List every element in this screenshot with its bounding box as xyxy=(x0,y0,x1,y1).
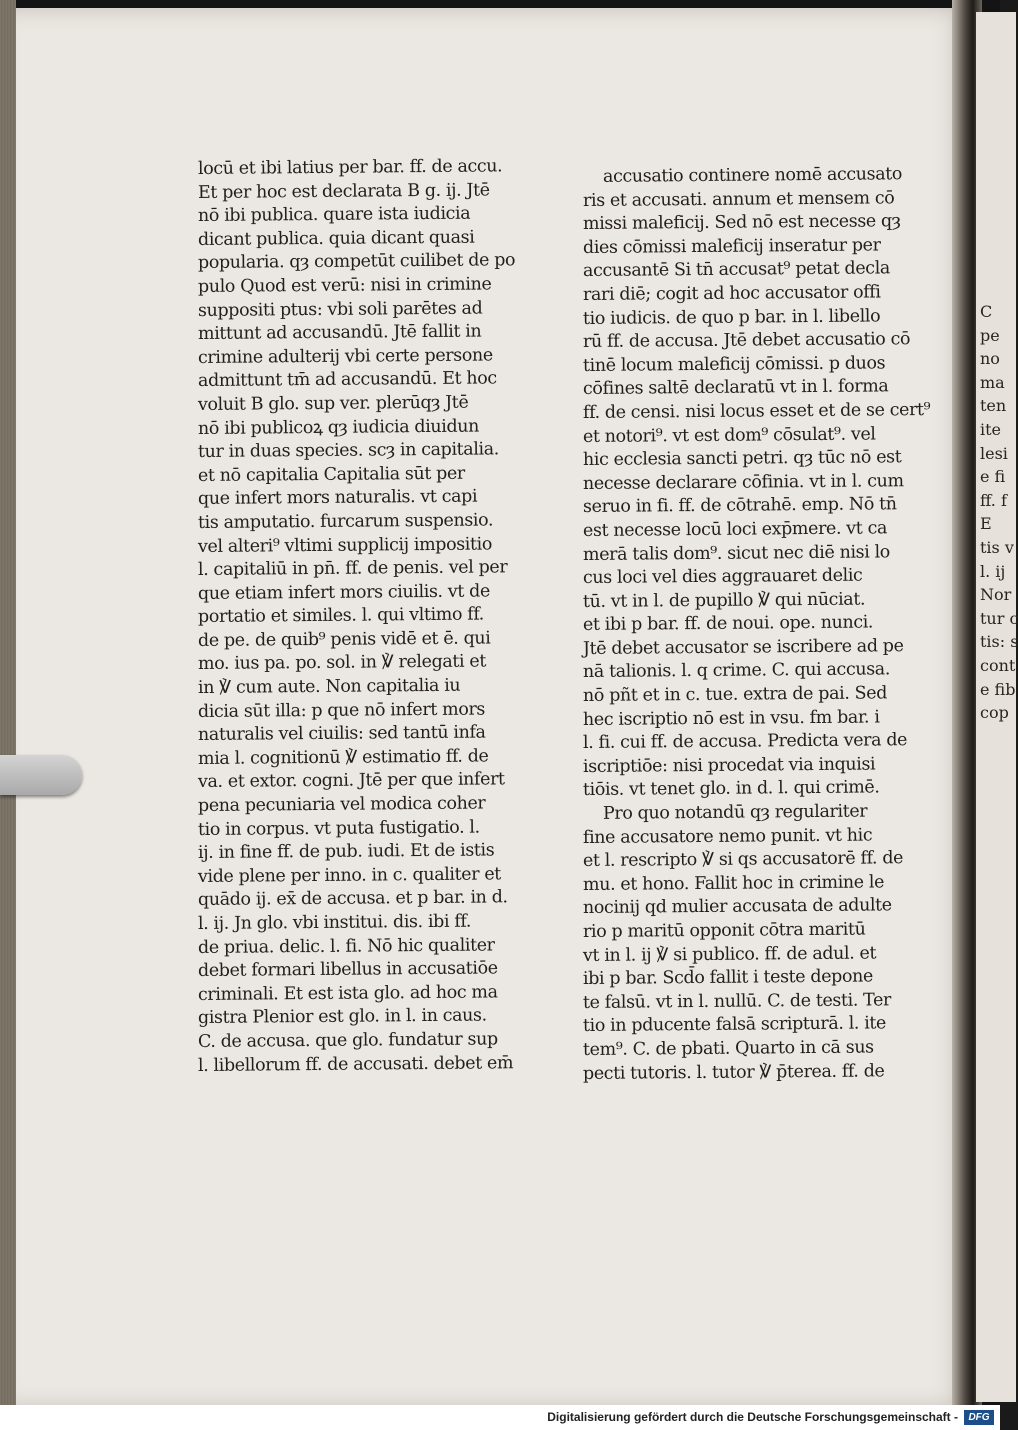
text-line: nō pñt et in c. tue. extra de pai. Sed xyxy=(582,683,888,707)
text-line: cōfines saltē declaratū vt in l. forma xyxy=(582,376,889,400)
text-line: tiōis. vt tenet glo. in d. l. qui crimē. xyxy=(582,777,880,801)
text-line: tinē locum maleficij cōmissi. p duos xyxy=(582,353,886,376)
text-line: que etiam infert mors ciuilis. vt de xyxy=(197,581,490,604)
right-page-text-fragments xyxy=(980,300,1018,725)
text-line: in ℣ cum aute. Non capitalia iu xyxy=(197,675,461,699)
fragment-line: lesi xyxy=(980,443,1008,463)
text-line: ij. in fine ff. de pub. iudi. Et de istis xyxy=(197,840,495,864)
text-line: portatio et similes. l. qui vltimo ff. xyxy=(197,604,485,628)
text-line: l. libellorum ff. de accusati. debet em̄ xyxy=(197,1052,514,1076)
text-line: Jtē debet accusator se iscribere ad pe xyxy=(582,636,904,659)
fragment-line: ma xyxy=(980,372,1005,392)
text-line: l. fi. cui ff. de accusa. Predicta vera de xyxy=(582,730,908,754)
text-line: criminali. Et est ista glo. ad hoc ma xyxy=(197,982,498,1005)
text-line: tur in duas species. scȝ in capitalia. xyxy=(197,439,499,463)
text-line: te falsū. vt in l. nullū. C. de testi. Ter xyxy=(582,990,892,1013)
text-line: pulo Quod est verū: nisi in crimine xyxy=(197,274,492,297)
text-column-right xyxy=(582,164,931,1086)
text-line: et ibi p bar. ff. de noui. ope. nunci. xyxy=(582,612,874,636)
fragment-line: tur c xyxy=(980,608,1018,628)
text-line: mu. et hono. Fallit hoc in crimine le xyxy=(582,872,885,895)
text-line: rari diē; cogit ad hoc accusator offi xyxy=(582,282,881,305)
funding-credit: Digitalisierung gefördert durch die Deutsche Forschungsgemeinschaft - xyxy=(547,1410,958,1424)
text-line: nā talionis. l. q crime. C. qui accusa. xyxy=(582,659,891,683)
fragment-line: pe xyxy=(980,325,1000,345)
text-line: crimine adulterij vbi certe persone xyxy=(197,345,493,368)
text-line: de priua. delic. l. fi. Nō hic qualiter xyxy=(197,935,495,958)
text-line: tis amputatio. furcarum suspensio. xyxy=(197,510,494,533)
text-line: nō ibi publicoꝝ qȝ iudicia diuidun xyxy=(197,416,480,439)
text-line: tem⁹. C. de pbati. Quarto in cā sus xyxy=(582,1037,874,1060)
fragment-line: l. ij xyxy=(980,561,1006,581)
fragment-line: ten xyxy=(980,396,1007,416)
text-line: est necesse locū loci exp̄mere. vt ca xyxy=(582,518,888,541)
text-line: missi maleficij. Sed nō est necesse qȝ xyxy=(582,211,901,235)
text-line: ris et accusati. annum et mensem cō xyxy=(582,187,895,211)
text-line: hec iscriptio nō est in vsu. fm bar. i xyxy=(582,707,880,730)
text-line: vt in l. ij ℣ si publico. ff. de adul. et xyxy=(582,943,877,966)
text-line: vel alteri⁹ vltimi supplicij impositio xyxy=(197,533,493,557)
text-line: dicant publica. quia dicant quasi xyxy=(197,227,475,250)
fragment-line: Nor xyxy=(980,585,1012,605)
text-line: admittunt tm̄ ad accusandū. Et hoc xyxy=(197,368,497,392)
page-clip-marker xyxy=(0,755,82,795)
text-line: l. ij. Jn glo. vbi institui. dis. ibi ff. xyxy=(197,911,472,934)
text-line: accusantē Si tn̄ accusat⁹ petat decla xyxy=(582,258,890,282)
fragment-line: E xyxy=(980,514,992,534)
text-line: iscriptiōe: nisi procedat via inquisi xyxy=(582,754,876,777)
text-line: debet formari libellus in accusatiōe xyxy=(197,958,498,982)
text-line: que infert mors naturalis. vt capi xyxy=(197,486,478,510)
text-line: rū ff. de accusa. Jtē debet accusatio cō xyxy=(582,329,911,353)
text-line: pena pecuniaria vel modica coher xyxy=(197,793,486,817)
fragment-line: C xyxy=(980,302,993,321)
text-line: et l. rescripto ℣ si qs accusatorē ff. de xyxy=(582,848,904,872)
text-line: Pro quo notandū qȝ regulariter xyxy=(602,801,868,824)
footer-bar xyxy=(0,1405,1000,1430)
book-page-edges xyxy=(0,0,16,1405)
text-line: gistra Plenior est glo. in l. in caus. xyxy=(197,1005,487,1029)
text-line: de pe. de quib⁹ penis vidē et ē. qui xyxy=(197,628,491,651)
text-line: naturalis vel ciuilis: sed tantū infa xyxy=(197,722,486,746)
text-line: hic ecclesia sancti petri. qȝ tūc nō est xyxy=(582,447,902,471)
text-line: tio in pducente falsā scripturā. l. ite xyxy=(582,1013,887,1037)
text-line: cus loci vel dies aggrauaret delic xyxy=(582,565,863,589)
text-line: locū et ibi latius per bar. ff. de accu. xyxy=(197,156,503,179)
text-line: dicia sūt illa: p que nō infert mors xyxy=(197,699,486,722)
fragment-line: cont xyxy=(980,655,1016,675)
text-line: mittunt ad accusandū. Jtē fallit in xyxy=(197,321,482,345)
text-line: pecti tutoris. l. tutor ℣ p̄terea. ff. de xyxy=(582,1060,885,1084)
text-line: ibi p bar. Scd̄o fallit i teste depone xyxy=(582,966,873,990)
text-line: seruo in fi. ff. de cōtrahē. emp. Nō tn̄ xyxy=(582,494,897,518)
fragment-line: tis v xyxy=(980,537,1014,557)
text-line: mo. ius pa. po. sol. in ℣ relegati et xyxy=(197,651,487,675)
text-line: va. et extor. cogni. Jtē per que infert xyxy=(197,769,505,793)
text-line: et nō capitalia Capitalia sūt per xyxy=(197,463,465,486)
text-line: Et per hoc est declarata B g. ij. Jtē xyxy=(197,180,490,203)
text-line: mia l. cognitionū ℣ estimatio ff. de xyxy=(197,746,489,769)
fragment-line: e fi xyxy=(980,467,1006,487)
text-line: accusatio continere nomē accusato xyxy=(602,164,903,187)
text-line: tio iudicis. de quo p bar. in l. libello xyxy=(582,305,881,329)
fragment-line: tis: s xyxy=(980,632,1018,652)
fragment-line: ff. f xyxy=(980,490,1007,510)
text-line: tio in corpus. vt puta fustigatio. l. xyxy=(197,817,480,840)
fragment-line: cop xyxy=(980,703,1009,723)
text-line: voluit B glo. sup ver. plerūqȝ Jtē xyxy=(197,392,469,415)
fragment-line: no xyxy=(980,349,1000,369)
text-line: l. capitaliū in pn̄. ff. de penis. vel per xyxy=(197,557,508,581)
text-line: necesse declarare cōfinia. vt in l. cum xyxy=(582,470,904,494)
text-line: dies cōmissi maleficij inseratur per xyxy=(582,235,881,258)
text-line: suppositi ptus: vbi soli parētes ad xyxy=(197,298,483,321)
text-line: vide plene per inno. in c. qualiter et xyxy=(197,864,501,887)
text-line: et notori⁹. vt est dom⁹ cōsulat⁹. vel xyxy=(582,423,876,447)
dfg-logo: DFG xyxy=(964,1410,994,1425)
text-line: rio p maritū opponit cōtra maritū xyxy=(582,919,866,942)
text-line: nocinij qd mulier accusata de adulte xyxy=(582,895,892,919)
text-column-left xyxy=(198,158,538,1078)
fragment-line: ite xyxy=(980,419,1002,439)
text-line: ff. de censi. nisi locus esset et de se cert⁹ xyxy=(582,399,931,423)
fragment-line: e fib xyxy=(980,679,1016,699)
text-line: fine accusatore nemo punit. vt hic xyxy=(582,825,873,848)
text-line: nō ibi publica. quare ista iudicia xyxy=(197,203,471,227)
text-line: quādo ij. ex̄ de accusa. et p bar. in d. xyxy=(197,887,508,911)
text-line: tū. vt in l. de pupillo ℣ qui nūciat. xyxy=(582,589,866,612)
text-line: popularia. qȝ competūt cuilibet de po xyxy=(197,250,516,274)
text-line: C. de accusa. que glo. fundatur sup xyxy=(197,1029,498,1052)
text-line: merā talis dom⁹. sicut nec diē nisi lo xyxy=(582,541,890,565)
